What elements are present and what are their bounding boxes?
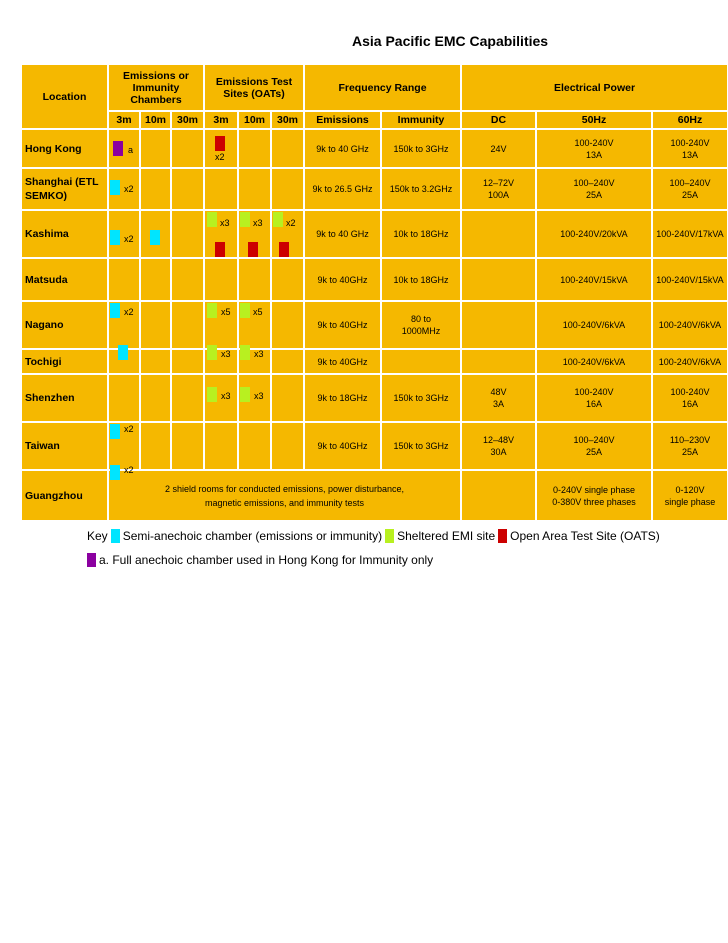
site-count-label: x2 bbox=[124, 424, 134, 434]
row-dc bbox=[461, 210, 536, 258]
cyan-chamber-icon bbox=[110, 424, 120, 439]
row-power-60hz: 100–240V 25A bbox=[652, 168, 728, 210]
row-location: Shanghai (ETL SEMKO) bbox=[21, 168, 108, 210]
green-site-icon bbox=[207, 387, 217, 402]
row-site-cell bbox=[271, 349, 304, 374]
row-site-cell bbox=[238, 422, 271, 470]
row-site-cell bbox=[108, 258, 140, 301]
site-count-label: x2 bbox=[124, 184, 134, 194]
site-count-label: x2 bbox=[124, 234, 134, 244]
row-note: 2 shield rooms for conducted emissions, power disturbance, magnetic emissions, and immunity tests bbox=[108, 470, 461, 521]
red-oats-icon bbox=[279, 242, 289, 257]
row-location: Shenzhen bbox=[21, 374, 108, 422]
row-power-60hz: 100-240V 13A bbox=[652, 129, 728, 168]
green-site-icon bbox=[240, 303, 250, 318]
row-power-60hz: 100-240V/17kVA bbox=[652, 210, 728, 258]
header-sub-10: 60Hz bbox=[652, 111, 728, 129]
cyan-chamber-icon bbox=[110, 230, 120, 245]
row-emissions: 9k to 40GHz bbox=[304, 258, 381, 301]
red-swatch-icon bbox=[498, 529, 507, 543]
row-power-60hz: 100-240V 16A bbox=[652, 374, 728, 422]
row-power-50hz: 100-240V/6kVA bbox=[536, 349, 652, 374]
row-dc: 48V 3A bbox=[461, 374, 536, 422]
row-immunity: 10k to 18GHz bbox=[381, 258, 461, 301]
row-power-60hz: 110–230V 25A bbox=[652, 422, 728, 470]
row-dc bbox=[461, 349, 536, 374]
row-power-60hz: 100-240V/6kVA bbox=[652, 349, 728, 374]
header-emissions-immunity: Emissions or Immunity Chambers bbox=[108, 64, 204, 111]
row-immunity: 150k to 3.2GHz bbox=[381, 168, 461, 210]
site-count-label: x3 bbox=[221, 391, 231, 401]
row-site-cell bbox=[140, 129, 171, 168]
row-location: Guangzhou bbox=[21, 470, 108, 521]
row-location: Kashima bbox=[21, 210, 108, 258]
purple-chamber-icon bbox=[113, 141, 123, 156]
row-site-cell bbox=[238, 168, 271, 210]
row-site-cell bbox=[140, 374, 171, 422]
row-site-cell bbox=[238, 129, 271, 168]
header-sub-4: 10m bbox=[238, 111, 271, 129]
row-immunity: 150k to 3GHz bbox=[381, 422, 461, 470]
green-site-icon bbox=[240, 387, 250, 402]
row-power-60hz: 100-240V/15kVA bbox=[652, 258, 728, 301]
header-sub-9: 50Hz bbox=[536, 111, 652, 129]
row-immunity: 80 to 1000MHz bbox=[381, 301, 461, 349]
header-location: Location bbox=[21, 64, 108, 129]
row-power-60hz: 100-240V/6kVA bbox=[652, 301, 728, 349]
row-immunity: 150k to 3GHz bbox=[381, 129, 461, 168]
header-test-sites: Emissions Test Sites (OATs) bbox=[204, 64, 304, 111]
row-emissions: 9k to 40GHz bbox=[304, 301, 381, 349]
row-site-cell bbox=[108, 374, 140, 422]
header-sub-1: 10m bbox=[140, 111, 171, 129]
row-immunity bbox=[381, 349, 461, 374]
row-site-cell bbox=[171, 210, 204, 258]
header-frequency-range: Frequency Range bbox=[304, 64, 461, 111]
legend-cyan-label: Semi-anechoic chamber (emissions or immunity) bbox=[122, 529, 383, 543]
row-site-cell bbox=[204, 422, 238, 470]
row-dc: 24V bbox=[461, 129, 536, 168]
green-swatch-icon bbox=[385, 529, 394, 543]
purple-swatch-icon bbox=[87, 553, 96, 567]
legend-row-1 bbox=[87, 529, 660, 543]
row-site-cell bbox=[140, 301, 171, 349]
row-power-50hz: 100-240V 16A bbox=[536, 374, 652, 422]
site-count-label: x5 bbox=[221, 307, 231, 317]
site-count-label: x2 bbox=[124, 465, 134, 475]
header-sub-0: 3m bbox=[108, 111, 140, 129]
row-site-cell bbox=[171, 129, 204, 168]
row-site-cell bbox=[140, 422, 171, 470]
row-site-cell bbox=[271, 374, 304, 422]
row-immunity: 150k to 3GHz bbox=[381, 374, 461, 422]
row-emissions: 9k to 40GHz bbox=[304, 349, 381, 374]
row-site-cell bbox=[204, 168, 238, 210]
legend-green-label: Sheltered EMI site bbox=[397, 529, 496, 543]
row-site-cell bbox=[140, 349, 171, 374]
site-count-label: x2 bbox=[286, 218, 296, 228]
row-power-50hz: 100–240V 25A bbox=[536, 422, 652, 470]
green-site-icon bbox=[240, 212, 250, 227]
green-site-icon bbox=[273, 212, 283, 227]
legend-row-2 bbox=[84, 553, 433, 567]
row-site-cell bbox=[171, 349, 204, 374]
cyan-chamber-icon bbox=[150, 230, 160, 245]
row-power-50hz: 100–240V 25A bbox=[536, 168, 652, 210]
header-sub-8: DC bbox=[461, 111, 536, 129]
row-power-50hz: 100-240V/6kVA bbox=[536, 301, 652, 349]
row-location: Taiwan bbox=[21, 422, 108, 470]
page-title: Asia Pacific EMC Capabilities bbox=[352, 33, 549, 49]
legend-key-label: Key bbox=[87, 529, 108, 543]
row-power-50hz: 0-240V single phase 0-380V three phases bbox=[536, 470, 652, 521]
row-site-cell bbox=[204, 258, 238, 301]
site-count-label: x2 bbox=[124, 307, 134, 317]
red-oats-icon bbox=[248, 242, 258, 257]
row-site-cell bbox=[238, 258, 271, 301]
row-power-50hz: 100-240V 13A bbox=[536, 129, 652, 168]
row-location: Tochigi bbox=[21, 349, 108, 374]
row-site-cell bbox=[140, 168, 171, 210]
row-site-cell bbox=[271, 129, 304, 168]
header-sub-3: 3m bbox=[204, 111, 238, 129]
row-immunity: 10k to 18GHz bbox=[381, 210, 461, 258]
cyan-chamber-icon bbox=[110, 303, 120, 318]
header-sub-5: 30m bbox=[271, 111, 304, 129]
row-site-cell bbox=[271, 258, 304, 301]
green-site-icon bbox=[240, 345, 250, 360]
row-dc: 12–48V 30A bbox=[461, 422, 536, 470]
row-location: Nagano bbox=[21, 301, 108, 349]
row-power-60hz: 0-120V single phase bbox=[652, 470, 728, 521]
row-power-50hz: 100-240V/20kVA bbox=[536, 210, 652, 258]
row-emissions: 9k to 26.5 GHz bbox=[304, 168, 381, 210]
row-site-cell bbox=[271, 422, 304, 470]
row-dc bbox=[461, 258, 536, 301]
row-emissions: 9k to 40GHz bbox=[304, 422, 381, 470]
red-oats-icon bbox=[215, 136, 225, 151]
legend-red-label: Open Area Test Site (OATS) bbox=[510, 529, 660, 543]
header-sub-2: 30m bbox=[171, 111, 204, 129]
row-site-cell bbox=[171, 374, 204, 422]
cyan-chamber-icon bbox=[118, 345, 128, 360]
site-count-label: a bbox=[128, 145, 134, 155]
header-sub-6: Emissions bbox=[304, 111, 381, 129]
site-count-label: x3 bbox=[220, 218, 230, 228]
site-count-label: x3 bbox=[253, 218, 263, 228]
red-oats-icon bbox=[215, 242, 225, 257]
row-dc bbox=[461, 301, 536, 349]
header-sub-7: Immunity bbox=[381, 111, 461, 129]
header-electrical-power: Electrical Power bbox=[461, 64, 728, 111]
site-count-label: x3 bbox=[254, 391, 264, 401]
site-count-label: x2 bbox=[215, 152, 225, 162]
row-location: Matsuda bbox=[21, 258, 108, 301]
row-site-cell bbox=[140, 258, 171, 301]
row-site-cell bbox=[171, 422, 204, 470]
legend-purple-label: a. Full anechoic chamber used in Hong Kong for Immunity only bbox=[99, 553, 434, 567]
row-site-cell bbox=[171, 258, 204, 301]
site-count-label: x5 bbox=[253, 307, 263, 317]
row-site-cell bbox=[271, 168, 304, 210]
row-site-cell bbox=[271, 301, 304, 349]
green-site-icon bbox=[207, 212, 217, 227]
row-dc: 12–72V 100A bbox=[461, 168, 536, 210]
row-site-cell bbox=[171, 168, 204, 210]
row-emissions: 9k to 18GHz bbox=[304, 374, 381, 422]
row-emissions: 9k to 40 GHz bbox=[304, 129, 381, 168]
cyan-chamber-icon bbox=[110, 180, 120, 195]
green-site-icon bbox=[207, 345, 217, 360]
site-count-label: x3 bbox=[254, 349, 264, 359]
row-power-50hz: 100-240V/15kVA bbox=[536, 258, 652, 301]
row-site-cell bbox=[171, 301, 204, 349]
row-location: Hong Kong bbox=[21, 129, 108, 168]
row-emissions: 9k to 40 GHz bbox=[304, 210, 381, 258]
row-dc bbox=[461, 470, 536, 521]
cyan-swatch-icon bbox=[111, 529, 120, 543]
site-count-label: x3 bbox=[221, 349, 231, 359]
cyan-chamber-icon bbox=[110, 465, 120, 480]
green-site-icon bbox=[207, 303, 217, 318]
